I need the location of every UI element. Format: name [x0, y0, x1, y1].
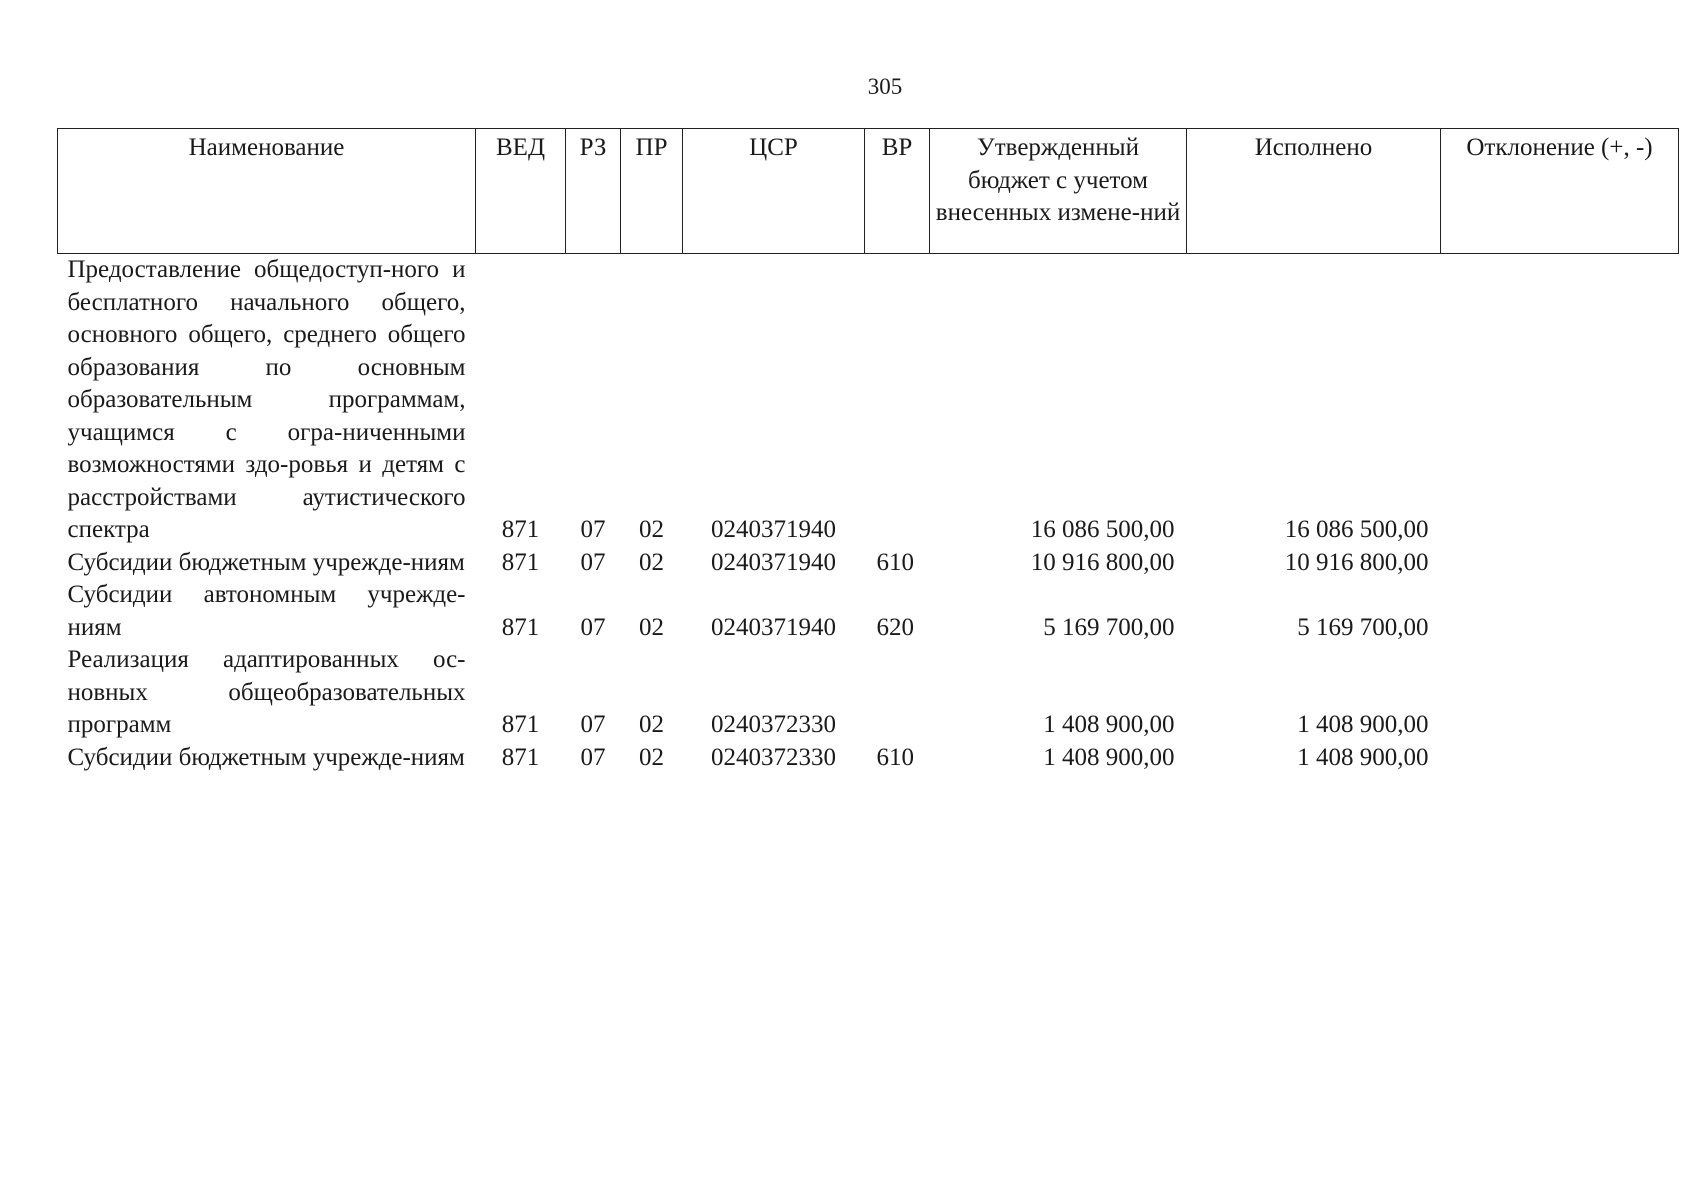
row-pr: 02	[639, 711, 664, 738]
row-ved: 871	[501, 743, 540, 771]
row-ved: 871	[501, 548, 540, 576]
row-fact: 1 408 900,00	[1297, 743, 1429, 771]
row-plan: 16 086 500,00	[1030, 516, 1175, 543]
row-fact: 1 408 900,00	[1297, 711, 1429, 738]
row-plan: 1 408 900,00	[1043, 711, 1175, 738]
row-vr	[865, 254, 930, 547]
row-rz: 07	[580, 548, 606, 576]
row-pr: 02	[639, 613, 664, 641]
page-number: 305	[867, 74, 903, 99]
table-header-row	[58, 129, 1679, 254]
row-plan: 1 408 900,00	[1043, 743, 1175, 771]
row-name: Субсидии бюджетным учрежде-ниям	[67, 548, 465, 576]
table-row	[58, 254, 1679, 547]
row-vr: 610	[876, 548, 914, 576]
row-deviation	[1441, 644, 1679, 742]
header-csr: ЦСР	[683, 129, 865, 254]
row-pr: 02	[639, 548, 664, 576]
row-ved: 871	[501, 613, 540, 641]
row-deviation	[1441, 254, 1679, 547]
row-csr: 0240371940	[711, 548, 836, 576]
row-ved: 871	[501, 516, 540, 543]
row-plan: 10 916 800,00	[1030, 548, 1175, 576]
header-fact: Исполнено	[1187, 129, 1441, 254]
table-row	[58, 644, 1679, 742]
row-vr: 620	[876, 613, 914, 641]
header-ved: ВЕД	[476, 129, 566, 254]
row-deviation	[1441, 579, 1679, 644]
row-rz: 07	[580, 711, 606, 738]
row-rz: 07	[580, 613, 606, 641]
row-deviation	[1441, 742, 1679, 775]
row-rz: 07	[580, 743, 606, 771]
row-csr: 0240372330	[711, 711, 836, 738]
header-rz: РЗ	[566, 129, 621, 254]
row-deviation	[1441, 547, 1679, 580]
row-rz: 07	[580, 516, 606, 543]
row-fact: 5 169 700,00	[1297, 613, 1429, 641]
row-csr: 0240372330	[711, 743, 836, 771]
header-deviation: Отклонение (+, -)	[1441, 129, 1679, 254]
table-row	[58, 742, 1679, 775]
header-pr: ПР	[621, 129, 683, 254]
row-name: Субсидии автономным учрежде-ниям	[67, 581, 466, 641]
row-name: Предоставление общедоступ-ного и бесплатного начального общего, основного общего, среднего общего образования по основным образовательным программам, учащимся с огра-ниченными возможностями здо-ровья и детям с расстройствами аутистического спектра	[67, 256, 466, 543]
budget-execution-table	[57, 128, 1679, 774]
row-ved: 871	[501, 711, 540, 738]
row-vr	[865, 644, 930, 742]
row-csr: 0240371940	[711, 613, 836, 641]
table-row	[58, 579, 1679, 644]
header-plan: Утвержденный бюджет с учетом внесенных измене-ний	[930, 129, 1187, 254]
row-name: Реализация адаптированных ос-новных общеобразовательных программ	[67, 646, 466, 738]
header-vr: ВР	[865, 129, 930, 254]
row-pr: 02	[639, 516, 664, 543]
row-csr: 0240371940	[711, 516, 836, 543]
header-name: Наименование	[58, 129, 476, 254]
row-plan: 5 169 700,00	[1043, 613, 1175, 641]
row-fact: 16 086 500,00	[1284, 516, 1429, 543]
row-vr: 610	[876, 743, 914, 771]
row-fact: 10 916 800,00	[1284, 548, 1429, 576]
table-row	[58, 547, 1679, 580]
row-name: Субсидии бюджетным учрежде-ниям	[67, 743, 465, 771]
row-pr: 02	[639, 743, 664, 771]
